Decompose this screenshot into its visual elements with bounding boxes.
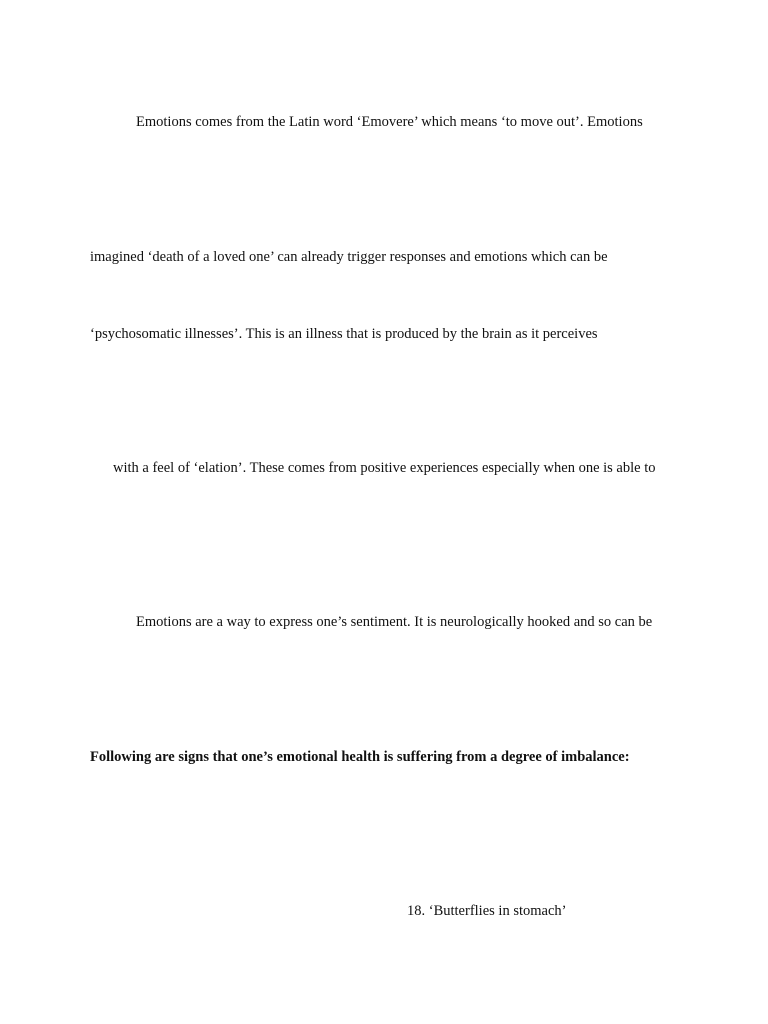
- paragraph-line: imagined ‘death of a loved one’ can already trigger responses and emotions which can be: [90, 249, 608, 265]
- paragraph-line: Emotions comes from the Latin word ‘Emovere’ which means ‘to move out’. Emotions: [136, 114, 643, 130]
- section-heading: Following are signs that one’s emotional health is suffering from a degree of imbalance:: [90, 749, 630, 765]
- paragraph-line: with a feel of ‘elation’. These comes from positive experiences especially when one is able to: [113, 460, 656, 476]
- list-item: 18. ‘Butterflies in stomach’: [407, 903, 567, 919]
- paragraph-line: Emotions are a way to express one’s sentiment. It is neurologically hooked and so can be: [136, 614, 653, 630]
- paragraph-line: ‘psychosomatic illnesses’. This is an illness that is produced by the brain as it perceives: [90, 326, 598, 342]
